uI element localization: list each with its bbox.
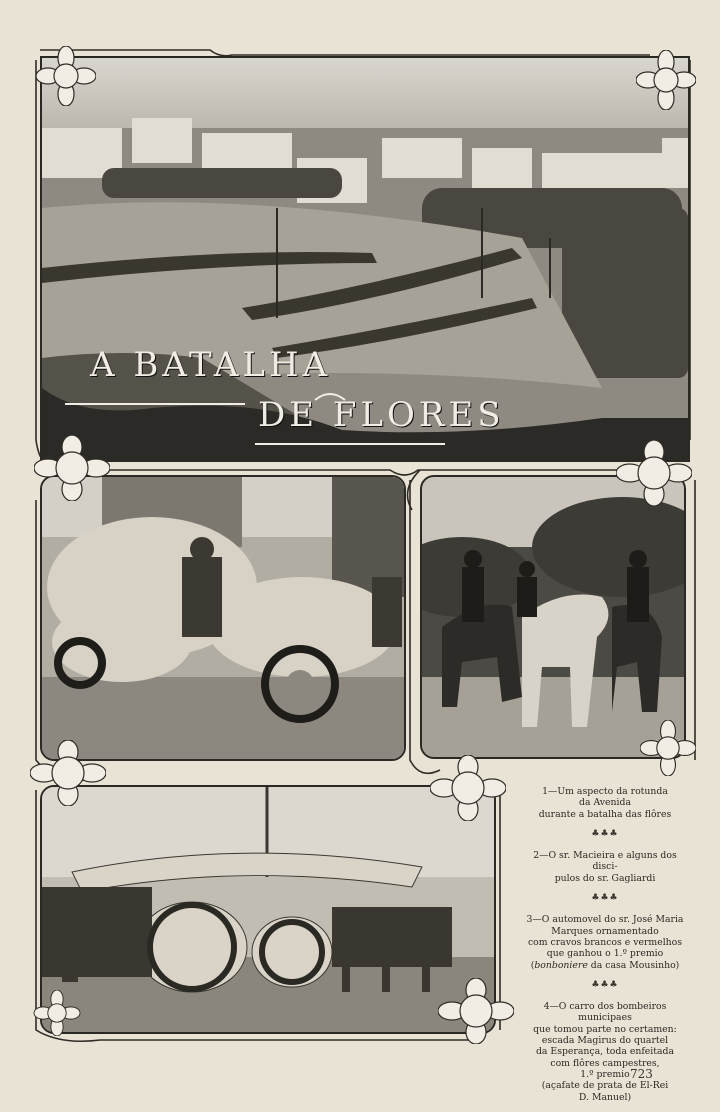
caption-4-line: (açafate de prata de El-Rei: [541, 1080, 669, 1092]
caption-2-line: 2—O sr. Macieira e alguns dos disci-: [533, 850, 677, 873]
caption-3-line: que ganhou o 1.º premio: [546, 948, 664, 960]
caption-1-line: 1—Um aspecto da rotunda: [542, 786, 668, 797]
headline-line-1: A BATALHA: [90, 345, 332, 385]
caption-3-line: [520, 960, 690, 971]
photo-cavaleiros: [420, 475, 686, 759]
caption-1: [520, 786, 690, 820]
caption-3-line: Marques ornamentado: [551, 925, 659, 937]
flower-ornament-icon: [32, 990, 82, 1036]
caption-4-line: da Esperança, toda enfeitada: [535, 1046, 675, 1058]
caption-4-line: 4—O carro dos bombeiros: [543, 1001, 667, 1013]
flower-ornament-icon: [616, 440, 692, 506]
caption-1-line: da Avenida: [579, 797, 631, 809]
headline-line-2: DE FLORES: [258, 395, 505, 435]
photo-automovel-florido: [40, 475, 406, 761]
flower-ornament-icon: [636, 50, 696, 110]
caption-1-line: durante a batalha das flôres: [538, 808, 672, 820]
separator-ornament: ♣♣♣: [591, 893, 619, 904]
flower-ornament-icon: [34, 435, 110, 501]
caption-2-line: pulos do sr. Gagliardi: [554, 872, 656, 884]
page-number: 723: [630, 1067, 653, 1081]
caption-4-line: escada Magirus do quartel: [541, 1035, 669, 1047]
caption-4: [520, 1001, 690, 1103]
caption-4-line: 1.º premio: [580, 1068, 630, 1080]
caption-3-line-rest: da casa Mousinho): [587, 959, 680, 971]
photo-carro-bombeiros: [40, 785, 496, 1034]
flower-ornament-icon: [430, 755, 506, 821]
separator-ornament: ♣♣♣: [591, 828, 619, 839]
caption-4-line: que tomou parte no certamen:: [533, 1023, 677, 1035]
flower-ornament-icon: [36, 46, 96, 106]
caption-4-line: D. Manuel): [578, 1091, 632, 1103]
headline-flourish: [55, 388, 475, 448]
paren-open: (: [530, 959, 535, 971]
caption-3-line: 3—O automovel do sr. José Maria: [526, 914, 684, 926]
flower-ornament-icon: [640, 720, 696, 776]
caption-4-line: com flôres campestres,: [550, 1057, 660, 1069]
separator-ornament: ♣♣♣: [591, 979, 619, 990]
caption-2: [520, 850, 690, 884]
caption-3-line: com cravos brancos e vermelhos: [527, 936, 683, 948]
flower-ornament-icon: [30, 740, 106, 806]
flower-ornament-icon: [438, 978, 514, 1044]
caption-3: [520, 914, 690, 970]
caption-italic: bonboniere: [534, 959, 588, 971]
captions-column: [520, 786, 690, 1103]
caption-4-line: municipaes: [578, 1012, 632, 1024]
